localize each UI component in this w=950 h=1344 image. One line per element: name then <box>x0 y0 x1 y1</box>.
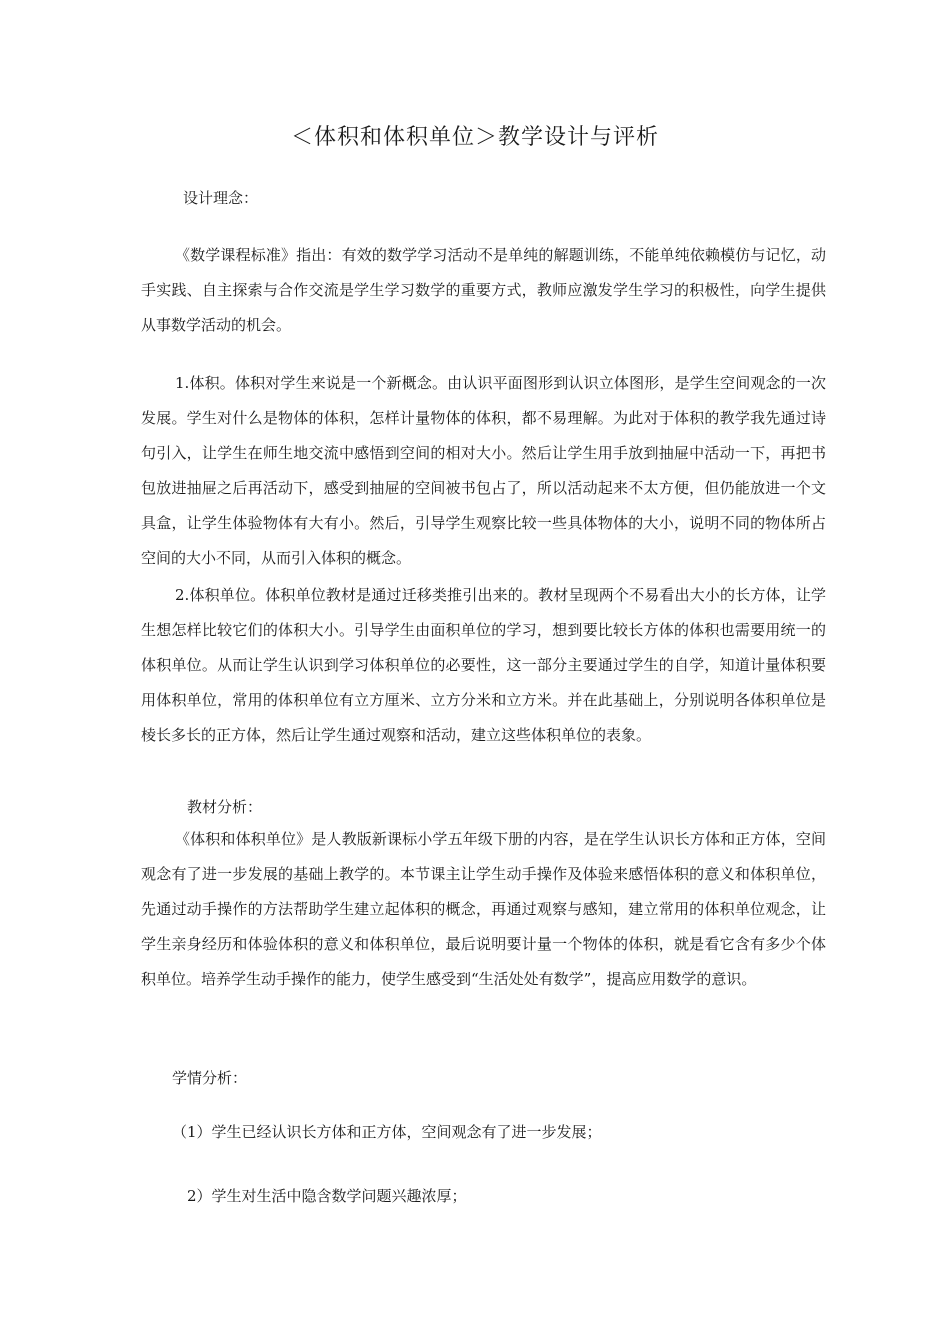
document-title: ＜体积和体积单位＞教学设计与评析 <box>290 125 659 150</box>
material-heading: 教材分析： <box>187 798 263 816</box>
design-paragraph: 《数学课程标准》指出：有效的数学学习活动不是单纯的解题训练，不能单纯依赖模仿与记忆，动手实践、自主探索与合作交流是学生学习数学的重要方式，教师应激发学生学习的积极性，向学生提供从事数学活动的机会。 <box>141 246 826 334</box>
student-item-1: （1）学生已经认识长方体和正方体，空间观念有了进一步发展； <box>172 1123 602 1141</box>
point-1-paragraph: 1.体积。体积对学生来说是一个新概念。由认识平面图形到认识立体图形，是学生空间观念的一次发展。学生对什么是物体的体积，怎样计量物体的体积，都不易理解。为此对于体积的教学我先通过诗句引入，让学生在师生地交流中感悟到空间的相对大小。然后让学生用手放到抽屉中活动一下，再把书包放进抽屉之后再活动下，感受到抽屉的空间被书包占了，所以活动起来不太方便，但仍能放进一个文具盒，让学生体验物体有大有小。然后，引导学生观察比较一些具体物体的大小，说明不同的物体所占空间的大小不同，从而引入体积的概念。 <box>141 374 826 567</box>
student-heading: 学情分析： <box>172 1069 248 1087</box>
material-paragraph: 《体积和体积单位》是人教版新课标小学五年级下册的内容，是在学生认识长方体和正方体，空间观念有了进一步发展的基础上教学的。本节课主让学生动手操作及体验来感悟体积的意义和体积单位，先通过动手操作的方法帮助学生建立起体积的概念，再通过观察与感知，建立常用的体积单位观念，让学生亲身经历和体验体积的意义和体积单位，最后说明要计量一个物体的体积，就是看它含有多少个体积单位。培养学生动手操作的能力，使学生感受到“生活处处有数学”，提高应用数学的意识。 <box>141 830 826 988</box>
student-item-2: 2）学生对生活中隐含数学问题兴趣浓厚； <box>187 1187 467 1205</box>
design-heading: 设计理念： <box>183 189 259 207</box>
point-2-paragraph: 2.体积单位。体积单位教材是通过迁移类推引出来的。教材呈现两个不易看出大小的长方体，让学生想怎样比较它们的体积大小。引导学生由面积单位的学习，想到要比较长方体的体积也需要用统一的体积单位。从而让学生认识到学习体积单位的必要性，这一部分主要通过学生的自学，知道计量体积要用体积单位，常用的体积单位有立方厘米、立方分米和立方米。并在此基础上，分别说明各体积单位是棱长多长的正方体，然后让学生通过观察和活动，建立这些体积单位的表象。 <box>141 586 826 744</box>
